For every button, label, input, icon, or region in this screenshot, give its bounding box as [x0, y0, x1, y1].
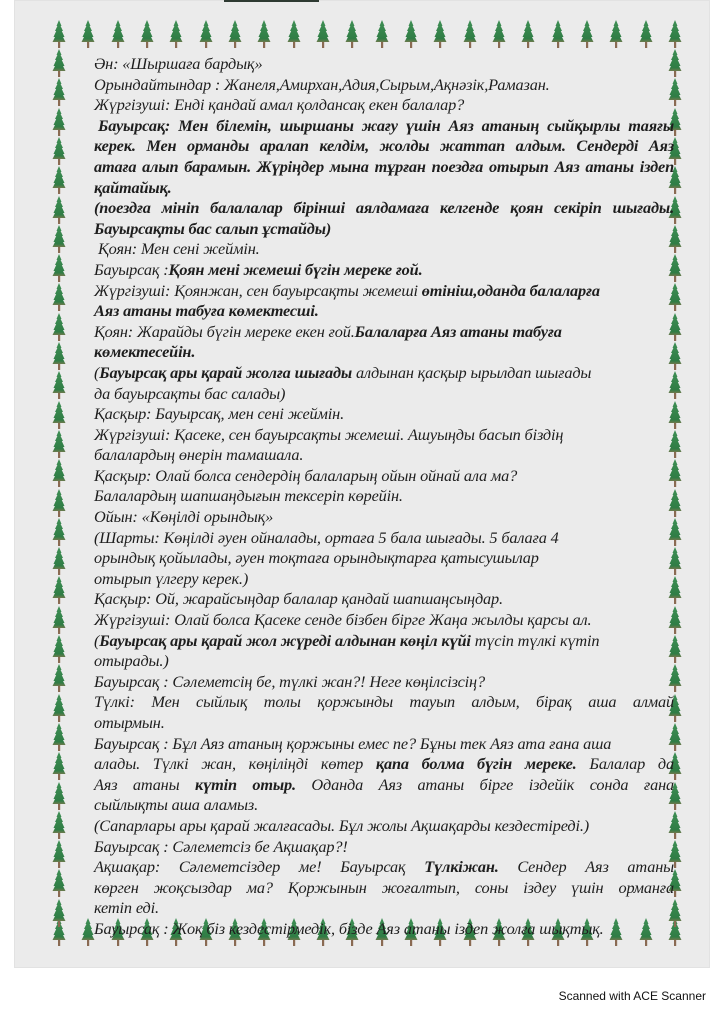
text-line — [94, 734, 674, 755]
text-segment: орындық қойылады, әуен тоқтаға орындықтарға қатысушылар — [94, 548, 539, 568]
pine-tree-icon — [463, 20, 477, 48]
pine-tree-icon — [433, 20, 447, 48]
text-line — [94, 136, 674, 157]
text-segment: Аяз атаны — [94, 774, 195, 794]
text-line — [94, 631, 674, 652]
pine-tree-icon — [52, 694, 66, 722]
text-segment: Сендер Аяз атаны — [498, 857, 674, 877]
text-line — [94, 219, 674, 240]
text-segment: да бауырсақты бас салады) — [94, 383, 286, 403]
bold-text: Балаларға Аяз атаны табуға — [354, 321, 562, 341]
pine-tree-icon — [52, 606, 66, 634]
pine-tree-icon — [81, 20, 95, 48]
pine-tree-icon — [52, 401, 66, 429]
text-line — [94, 301, 674, 322]
text-segment: сыйлықты аша аламыз. — [94, 795, 259, 815]
pine-tree-icon — [52, 635, 66, 663]
text-line — [94, 198, 674, 219]
pine-tree-icon — [52, 664, 66, 692]
text-line — [94, 651, 674, 672]
text-line — [94, 713, 674, 734]
pine-tree-icon — [111, 20, 125, 48]
pine-tree-icon — [316, 20, 330, 48]
bold-text: күтіп отыр. — [194, 774, 296, 794]
bold-text: көмектесейін. — [94, 342, 196, 362]
text-line — [94, 95, 674, 116]
pine-tree-icon — [580, 20, 594, 48]
pine-tree-icon — [52, 518, 66, 546]
bold-text: Бауырсақ ары қарай жол жүреді алдынан көңіл күйі — [99, 630, 471, 650]
text-line — [94, 445, 674, 466]
text-segment: Оданда Аяз атаны бірге іздейік сонда ғана — [295, 774, 674, 794]
pine-tree-icon — [52, 166, 66, 194]
pine-tree-icon — [52, 108, 66, 136]
text-segment: балалардың өнерін тамашала. — [94, 445, 304, 465]
text-segment: Орындайтындар : Жанеля,Амирхан,Адия,Сырым,Ақнәзік,Рамазан. — [94, 74, 550, 94]
pine-tree-icon — [52, 137, 66, 165]
text-segment: Ән: «Шыршаға бардық» — [94, 54, 263, 73]
pine-tree-icon — [52, 20, 66, 48]
text-line — [94, 363, 674, 384]
bold-text: Түлкіжан. — [424, 857, 499, 877]
text-segment: Балалар да — [576, 754, 674, 774]
pine-tree-icon — [668, 20, 682, 48]
text-segment: ( — [94, 630, 100, 650]
pine-tree-icon — [52, 723, 66, 751]
text-segment: Жүргізуші: Олай болса Қасеке сенде бізбен бірге Жаңа жылды қарсы ал. — [94, 610, 592, 630]
pine-tree-icon — [404, 20, 418, 48]
text-segment: Ақшақар: Сәлеметсіздер ме! Бауырсақ — [94, 857, 425, 877]
pine-tree-icon — [52, 547, 66, 575]
text-line — [94, 281, 674, 302]
text-segment: отырып үлгеру керек.) — [94, 568, 249, 588]
pine-tree-icon — [492, 20, 506, 48]
text-segment: Бауырсақ : Жоқ біз кездестірмедік, бізде Аяз атаны іздеп жолға шықтық. — [94, 918, 604, 938]
bold-text: Аяз атаны табуға көмектесші. — [94, 301, 319, 321]
text-line — [94, 425, 674, 446]
text-segment: Қоян: Мен сені жеймін. — [98, 239, 260, 259]
pine-tree-icon — [52, 225, 66, 253]
pine-tree-icon — [52, 283, 66, 311]
text-segment: ( — [94, 362, 100, 382]
text-line — [94, 486, 674, 507]
bold-text: қайтайық. — [94, 177, 172, 197]
text-line — [94, 157, 674, 178]
text-line — [94, 919, 674, 940]
pine-tree-icon — [52, 371, 66, 399]
text-segment: Қасқыр: Бауырсақ, мен сені жеймін. — [94, 404, 345, 424]
text-line — [94, 322, 674, 343]
pine-tree-icon — [52, 752, 66, 780]
pine-tree-icon — [345, 20, 359, 48]
pine-tree-icon — [52, 313, 66, 341]
pine-tree-icon — [52, 869, 66, 897]
pine-tree-icon — [52, 196, 66, 224]
text-line — [94, 837, 674, 858]
pine-tree-icon — [52, 576, 66, 604]
text-segment: түсіп түлкі күтіп — [470, 630, 600, 650]
text-segment: Ойын: «Көңілді орындық» — [94, 507, 274, 527]
pine-tree-icon — [199, 20, 213, 48]
pine-tree-icon — [287, 20, 301, 48]
pine-tree-icon — [52, 840, 66, 868]
text-segment: Бауырсақ : Бұл Аяз атаның қоржыны емес пе? Бұны тек Аяз ата ғана аша — [94, 733, 612, 753]
bold-text: (поездға мініп балалалар бірінші аялдамаға келгенде қоян секіріп шығады. — [94, 198, 674, 218]
text-segment: отырмын. — [94, 713, 165, 732]
pine-tree-icon — [140, 20, 154, 48]
pine-tree-icon — [52, 811, 66, 839]
text-line — [94, 589, 674, 610]
bold-text: өтініш,оданда балаларға — [421, 280, 600, 300]
text-line — [94, 75, 674, 96]
bold-text: керек. Мен орманды аралап келдім, жолды жаттап алдым. Сендерді Аяз — [94, 136, 674, 156]
text-line — [94, 795, 674, 816]
bold-text: қапа болма бүгін мереке. — [375, 754, 577, 774]
pine-tree-icon — [52, 489, 66, 517]
page-edge-shadow — [224, 0, 319, 2]
pine-tree-icon — [375, 20, 389, 48]
pine-tree-icon — [52, 342, 66, 370]
text-segment: Жүргізуші: Енді қандай амал қолдансақ екен балалар? — [94, 95, 465, 115]
pine-tree-icon — [639, 20, 653, 48]
text-segment: алдынан қасқыр ырылдап шығады — [352, 362, 592, 382]
text-line — [94, 507, 674, 528]
text-segment: Бауырсақ : — [94, 259, 169, 279]
text-line — [94, 692, 674, 713]
pine-tree-icon — [257, 20, 271, 48]
pine-tree-icon — [609, 20, 623, 48]
text-segment: Түлкі: Мен сыйлық толы қоржынды тауып алдым, бірақ аша алмай — [94, 692, 674, 712]
text-segment: алады. Түлкі жан, көңіліңді көтер — [94, 754, 376, 774]
pine-tree-icon — [52, 78, 66, 106]
scanner-watermark: Scanned with ACE Scanner — [558, 989, 706, 1003]
text-segment: Бауырсақ : Сәлеметсіз бе Ақшақар?! — [94, 836, 348, 856]
bold-text: Бауырсақ: Мен білемін, шыршаны жағу үшін Аяз атаның сыйқырлы таяғы — [98, 115, 674, 135]
text-line — [94, 528, 674, 549]
text-segment: Қасқыр: Олай болса сендердің балаларың ойын ойнай ала ма? — [94, 465, 518, 485]
text-line — [94, 342, 674, 363]
text-line — [94, 54, 674, 75]
text-line — [94, 178, 674, 199]
text-line — [94, 260, 674, 281]
text-line — [94, 384, 674, 405]
text-line — [94, 569, 674, 590]
text-segment: Балалардың шапшаңдығын тексеріп көрейін. — [94, 486, 403, 506]
pine-tree-icon — [551, 20, 565, 48]
text-line — [94, 878, 674, 899]
pine-tree-icon — [52, 254, 66, 282]
bold-text: Қоян мені жемеші бүгін мереке ғой. — [168, 259, 423, 279]
pine-tree-icon — [169, 20, 183, 48]
text-line — [94, 466, 674, 487]
text-line — [94, 857, 674, 878]
pine-tree-icon — [52, 49, 66, 77]
text-line — [94, 898, 674, 919]
text-segment: (Шарты: Көңілді әуен ойналады, ортаға 5 бала шығады. 5 балаға 4 — [94, 527, 559, 547]
text-segment: Бауырсақ : Сәлеметсің бе, түлкі жан?! Неге көңілсізсің? — [94, 671, 485, 691]
text-segment: кетіп еді. — [94, 898, 159, 918]
text-segment: Қоян: Жарайды бүгін мереке екен ғой. — [94, 321, 355, 341]
text-line — [94, 116, 674, 137]
script-text — [94, 54, 674, 940]
text-segment: Қасқыр: Ой, жарайсыңдар балалар қандай шапшаңсыңдар. — [94, 589, 503, 609]
text-line — [94, 610, 674, 631]
bold-text: Бауырсақты бас салып ұстайды) — [94, 218, 332, 238]
text-line — [94, 775, 674, 796]
pine-tree-icon — [521, 20, 535, 48]
pine-tree-icon — [52, 430, 66, 458]
text-line — [94, 548, 674, 569]
text-segment: (Сапарлары ары қарай жалғасады. Бұл жолы Ақшақарды кездестіреді.) — [94, 815, 590, 835]
text-segment: отырады.) — [94, 651, 169, 671]
text-line — [94, 404, 674, 425]
text-line — [94, 754, 674, 775]
scanned-page — [14, 0, 710, 968]
pine-tree-icon — [52, 459, 66, 487]
text-line — [94, 672, 674, 693]
text-segment: көрген жоқсыздар ма? Қоржынын жоғалтып, соны іздеу үшін орманға — [94, 877, 674, 897]
bold-text: Бауырсақ ары қарай жолға шығады — [99, 362, 353, 382]
pine-tree-icon — [52, 899, 66, 927]
text-line — [94, 816, 674, 837]
pine-tree-icon — [228, 20, 242, 48]
text-line — [94, 239, 674, 260]
text-segment: Жүргізуші: Қоянжан, сен бауырсақты жемеші — [94, 280, 422, 300]
bold-text: атаға алып барамын. Жүріңдер мына тұрған поездға отырып Аяз атаны іздеп — [94, 156, 674, 176]
text-segment: Жүргізуші: Қасеке, сен бауырсақты жемеші. Ашуыңды басып біздің — [94, 424, 564, 444]
pine-tree-icon — [52, 782, 66, 810]
